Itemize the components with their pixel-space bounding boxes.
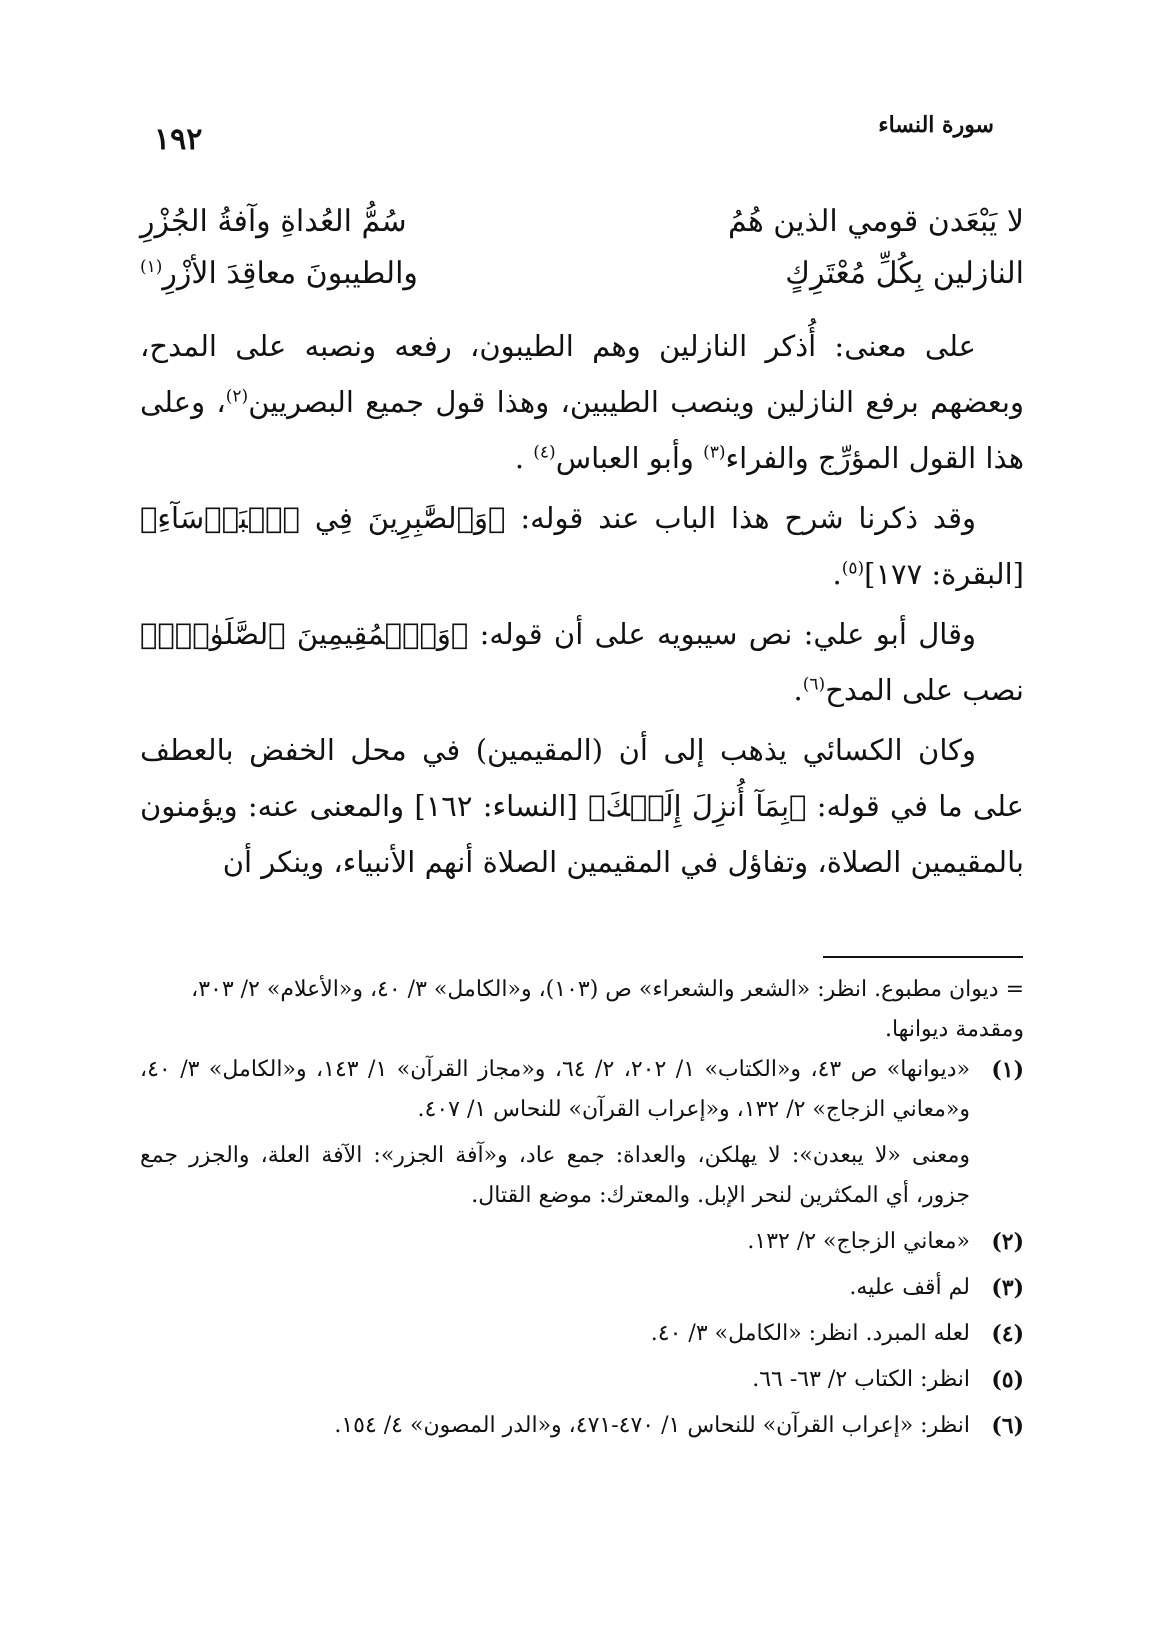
paragraph-text: وكان الكسائي يذهب إلى أن (المقيمين) في محل الخفض بالعطف على ما في قوله: [140,733,1024,823]
footnote-text: ومعنى «لا يبعدن»: لا يهلكن، والعداة: جمع عاد، و«آفة الجزر»: الآفة العلة، والجزر جمع جزور، أي المكثرين لنحر الإبل. والمعترك: موضع القتال. [140,1143,970,1208]
footnote-continuation: = ديوان مطبوع. انظر: «الشعر والشعراء» ص (١٠٣)، و«الكامل» ٣/ ٤٠، و«الأعلام» ٢/ ٣٠٣، ومقدمة ديوانها. [191,977,1024,1042]
paragraph [140,722,1024,890]
paragraph-text: وقد ذكرنا شرح هذا الباب عند قوله: [505,501,976,535]
paragraph-text: [البقرة: ١٧٧] [864,557,1024,591]
paragraph-text: وأبو العباس [555,441,704,475]
verse-line-2-first-hemistich: النازلين بِكُلِّ مُعْتَرِكٍ [785,256,1024,291]
paragraph-text: ، وعلى هذا القول المؤرِّج والفراء [140,385,1024,475]
footnote-item [140,1268,1024,1308]
footnotes-section [140,970,1024,1452]
footnote-number: (٤) [991,1321,1024,1347]
paragraph-text: . [832,557,842,591]
poetry-verse [140,196,1024,300]
footnote-marker: (١) [140,257,163,277]
footnote-number: (٥) [991,1367,1024,1393]
paragraph-text: . [514,441,534,475]
footnote-text: «ديوانها» ص ٤٣، و«الكتاب» ١/ ٢٠٢، ٢/ ٦٤، و«مجاز القرآن» ١/ ١٤٣، و«الكامل» ٣/ ٤٠، و«معاني الزجاج» ٢/ ١٣٢، و«إعراب القرآن» للنحاس ١/ ٤٠٧. [140,1057,971,1122]
verse-line-2-second-hemistich [140,248,418,300]
verse-line-2-second-text: والطيبونَ معاقِدَ الأزْرِ [162,256,418,291]
footnote-marker: (٥) [841,558,865,579]
quran-quote: ﴿وَٱلصَّٰبِرِينَ فِي ٱلۡبَأۡسَآءِ﴾ [140,501,506,535]
footnote-text: انظر: «إعراب القرآن» للنحاس ١/ ٤٧٠-٤٧١، و«الدر المصون» ٤/ ١٥٤. [334,1413,970,1438]
footnote-item [140,1136,1024,1216]
paragraph [140,490,1024,602]
footnote-list [140,1050,1024,1446]
verse-line-1-first-hemistich: لا يَبْعَدن قومي الذين هُمُ [727,204,1024,239]
footnote-item [140,1222,1024,1262]
footnote-marker: (٦) [802,674,826,695]
footnote-text: «معاني الزجاج» ٢/ ١٣٢. [747,1229,970,1254]
verse-line-1 [140,196,1024,248]
verse-line-1-second-hemistich: سُمُّ العُداةِ وآفةُ الجُزْرِ [140,204,407,239]
footnote-item [140,1360,1024,1400]
quran-quote: ﴿بِمَآ أُنزِلَ إِلَيۡكَ﴾ [588,789,807,823]
paragraph-text: . [793,673,803,707]
paragraph-text: وقال أبو علي: نص سيبويه على أن قوله: [468,617,976,651]
main-text-body [140,318,1024,890]
footnote-item [140,1314,1024,1354]
footnote-number: (٣) [991,1275,1024,1301]
paragraph-text: نصب على المدح [825,673,1024,707]
paragraph [140,606,1024,718]
page-header [140,108,1024,158]
verse-line-2 [140,248,1024,300]
footnote-number: (٢) [991,1229,1024,1255]
quran-quote: ﴿وَٱلۡمُقِيمِينَ ٱلصَّلَوٰةَۚ﴾ [140,617,469,651]
page-number: ١٩٢ [154,122,203,157]
footnote-marker: (٤) [533,442,556,463]
paragraph [140,318,1024,486]
footnote-item [140,1406,1024,1446]
footnote-marker: (٢) [225,386,249,407]
footnote-text: انظر: الكتاب ٢/ ٦٣- ٦٦. [752,1367,970,1392]
footnote-number: (١) [991,1057,1024,1083]
footnote-marker: (٣) [703,442,726,463]
footnote-separator [823,956,1023,958]
footnote-text: لعله المبرد. انظر: «الكامل» ٣/ ٤٠. [650,1321,970,1346]
footnote-item [140,1050,1024,1130]
running-title: سورة النساء [878,112,994,138]
paragraph-text: على معنى: أُذكر النازلين وهم الطيبون، رفعه ونصبه على المدح، وبعضهم برفع النازلين وينصب الطيبين، وهذا قول جميع البصريين [140,329,1024,419]
footnote-number: (٦) [991,1413,1024,1439]
footnote-text: لم أقف عليه. [849,1275,970,1300]
paragraph-text: [النساء: ١٦٢] والمعنى عنه: ويؤمنون بالمقيمين الصلاة، وتفاؤل في المقيمين الصلاة أنهم الأنبياء، وينكر أن [140,789,1024,879]
